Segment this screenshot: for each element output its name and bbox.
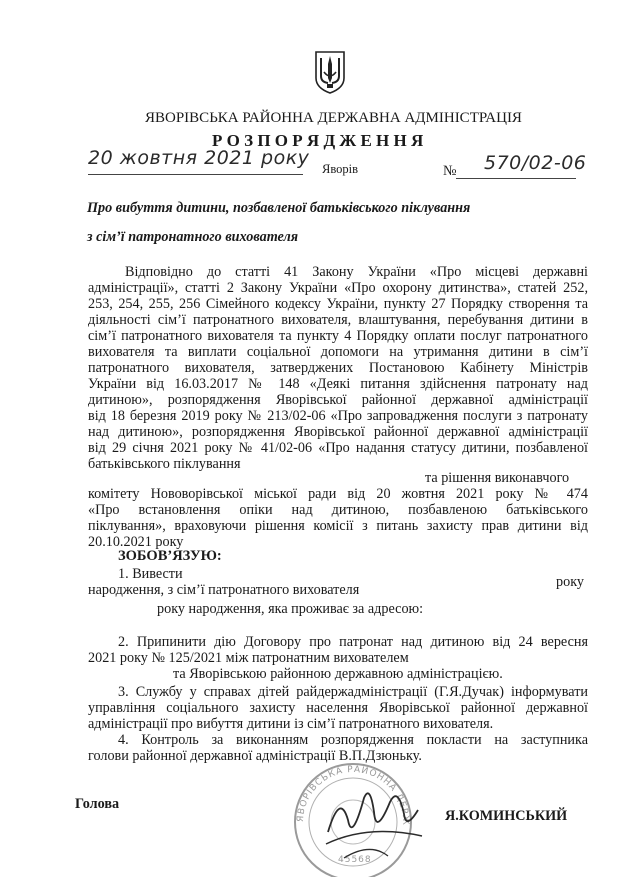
body-line: та рішення виконавчого [425, 470, 570, 486]
body-line: батьківського піклування [88, 456, 241, 472]
subject-line-2: з сім’ї патронатного вихователя [87, 229, 299, 245]
item-3-line-2: управління соціального захисту населення Яворівської районної державної [88, 700, 588, 716]
body-line: вихователя та виплати соціальної допомоги на утримання дитини в сім’ї [88, 344, 588, 360]
body-line: Відповідно до статті 41 Закону України «Про місцеві державні [125, 264, 588, 280]
body-line: патронатного вихователя, затверджених Постановою Кабінету Міністрів [88, 360, 588, 376]
body-line: діяльності сім’ї патронатного вихователя, влаштування, перебування дитини в [88, 312, 588, 328]
place-label: Яворів [322, 162, 359, 176]
item-2-line-1: 2. Припинити дію Договору про патронат над дитиною від 24 вересня [118, 634, 588, 650]
item-4-line-2: голови районної державної адміністрації В.П.Дзюньку. [88, 748, 422, 764]
subject-line-1: Про вибуття дитини, позбавленої батьківського піклування [87, 200, 471, 216]
body-line: 20.10.2021 року [88, 534, 184, 550]
date-underline [88, 174, 303, 175]
obligation-heading: ЗОБОВ’ЯЗУЮ: [118, 548, 222, 564]
seal-ring-text: ЯВОРІВСЬКА РАЙОННА ДЕРЖ [295, 764, 411, 826]
signatory-position: Голова [75, 796, 120, 812]
handwritten-date: 20 жовтня 2021 року [88, 147, 310, 169]
handwritten-signature [318, 772, 428, 867]
item-1-start: 1. Вивести [118, 566, 183, 582]
trident-emblem-icon [314, 50, 346, 94]
signatory-name: Я.КОМИНСЬКИЙ [445, 808, 568, 824]
item-3-line-3: адміністрації про вибуття дитини із сім’ї патронатного вихователя. [88, 716, 494, 732]
item-1-line-2: народження, з сім’ї патронатного вихователя [88, 582, 360, 598]
body-line: «Про встановлення опіки над дитиною, позбавленою батьківського [88, 502, 588, 518]
number-underline [456, 178, 576, 179]
item-2-line-2: 2021 року № 125/2021 між патронатним вихователем [88, 650, 409, 666]
body-line: дитиною», розпорядження Яворівської районної державної адміністрації [88, 392, 588, 408]
item-3-line-1: 3. Службу у справах дітей райдержадміністрації (Г.Я.Дучак) інформувати [118, 684, 588, 700]
body-line: піклування», враховуючи рішення комісії з питань захисту прав дитини від [88, 518, 588, 534]
body-line: України від 16.03.2017 № 148 «Деякі питання здійснення патронату над [88, 376, 588, 392]
body-line: над дитиною», розпорядження Яворівської районної державної адміністрації [88, 424, 588, 440]
number-sign: № [443, 163, 457, 179]
item-1-line-3: року народження, яка проживає за адресою: [157, 601, 424, 617]
body-line: від 18 березня 2019 року № 213/02-06 «Про запровадження послуги з патронату [88, 408, 588, 424]
body-line: адміністрації», статті 2 Закону України «Про охорону дитинства», статей 252, [88, 280, 588, 296]
handwritten-number: 570/02-06 [484, 152, 587, 174]
body-line: сім’ї патронатного вихователя та пункту 4 Порядку оплати послуг патронатного [88, 328, 588, 344]
item-1-year: року [556, 574, 584, 590]
item-2-line-3: та Яворівською районною державною адміністрацією. [173, 666, 503, 682]
administration-title: ЯВОРІВСЬКА РАЙОННА ДЕРЖАВНА АДМІНІСТРАЦІЯ [145, 110, 522, 126]
body-line: від 29 січня 2021 року № 41/02-06 «Про надання статусу дитини, позбавленої [88, 440, 588, 456]
item-4-line-1: 4. Контроль за виконанням розпорядження покласти на заступника [118, 732, 588, 748]
body-line: 253, 254, 255, 256 Сімейного кодексу України, пункту 27 Порядку створення та [88, 296, 588, 312]
document-type: Р О З П О Р Я Д Ж Е Н Н Я [212, 131, 424, 150]
body-line: комітету Нововорівської міської ради від 20 жовтня 2021 року № 474 [88, 486, 588, 502]
seal-code: 45568 [338, 855, 372, 865]
